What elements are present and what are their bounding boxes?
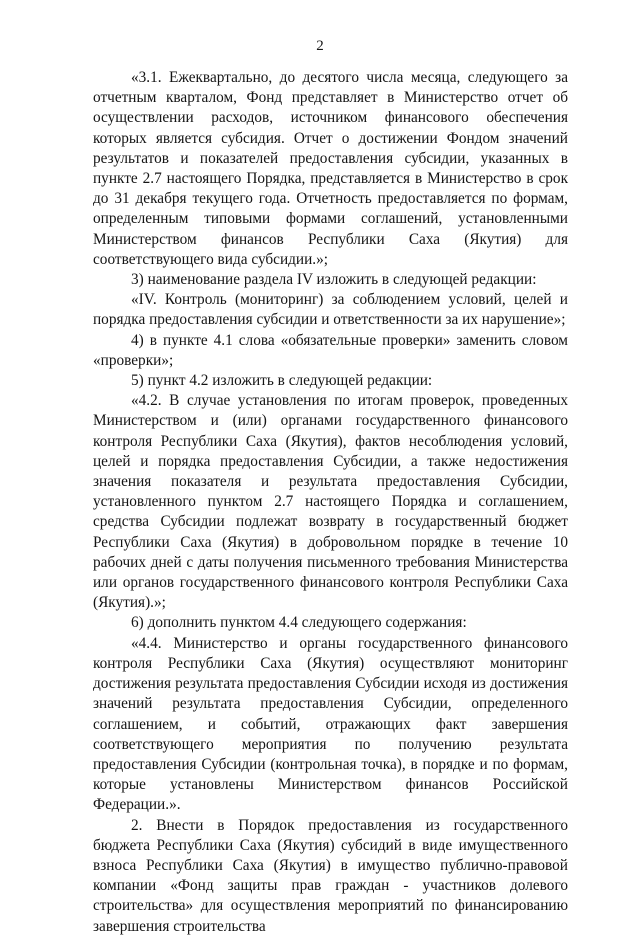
paragraph-section-2: 2. Внести в Порядок предоставления из государственного бюджета Республики Саха (Якутия) субсидий в виде имущественного взноса Республики Саха (Якутия) в имущество публично-правовой компании «Фонд защиты прав граждан - участников долевого строительства» для осуществления мероприятий по финансированию завершения строительства	[93, 816, 568, 935]
paragraph-item-4: 4) в пункте 4.1 слова «обязательные проверки» заменить словом «проверки»;	[93, 331, 568, 369]
paragraph-4-4: «4.4. Министерство и органы государственного финансового контроля Республики Саха (Якутия) осуществляют мониторинг достижения результата предоставления Субсидии исходя из достижения значений результата предоставления Субсидии, определенного соглашением, и событий, отражающих факт завершения соответствующего мероприятия по получению результата предоставления Субсидии (контрольная точка), в порядке и по формам, которые установлены Министерством финансов Российской Федерации.».	[93, 634, 568, 814]
paragraph-item-5: 5) пункт 4.2 изложить в следующей редакции:	[131, 372, 433, 390]
paragraph-4-2: «4.2. В случае установления по итогам проверок, проведенных Министерством и (или) органами государственного финансового контроля Республики Саха (Якутия), фактов несоблюдения условий, целей и порядка предоставления Субсидии, а также недостижения значения показателя и результата предоставления Субсидии, установленного пунктом 2.7 настоящего Порядка и соглашением, средства Субсидии подлежат возврату в государственный бюджет Республики Саха (Якутия) в добровольном порядке в течение 10 рабочих дней с даты получения письменного требования Министерства или органов государственного финансового контроля Республики Саха (Якутия).»;	[93, 392, 568, 612]
paragraph-3-1: «3.1. Ежеквартально, до десятого числа месяца, следующего за отчетным кварталом, Фонд представляет в Министерство отчет об осуществлении расходов, источником финансового обеспечения которых является субсидия. Отчет о достижении Фондом значений результатов и показателей предоставления субсидии, указанных в пункте 2.7 настоящего Порядка, представляется в Министерство в срок до 31 декабря текущего года. Отчетность предоставляется по формам, определенным типовыми формами соглашений, установленными Министерством финансов Республики Саха (Якутия) для соответствующего вида субсидии.»;	[93, 69, 568, 268]
paragraph-item-3: 3) наименование раздела IV изложить в следующей редакции:	[131, 271, 537, 289]
document-body	[93, 68, 568, 937]
page-number: 2	[316, 38, 324, 54]
paragraph-item-6: 6) дополнить пунктом 4.4 следующего содержания:	[131, 614, 467, 632]
paragraph-section-iv-title: «IV. Контроль (мониторинг) за соблюдением условий, целей и порядка предоставления субсидии и ответственности за их нарушение»;	[93, 291, 568, 329]
